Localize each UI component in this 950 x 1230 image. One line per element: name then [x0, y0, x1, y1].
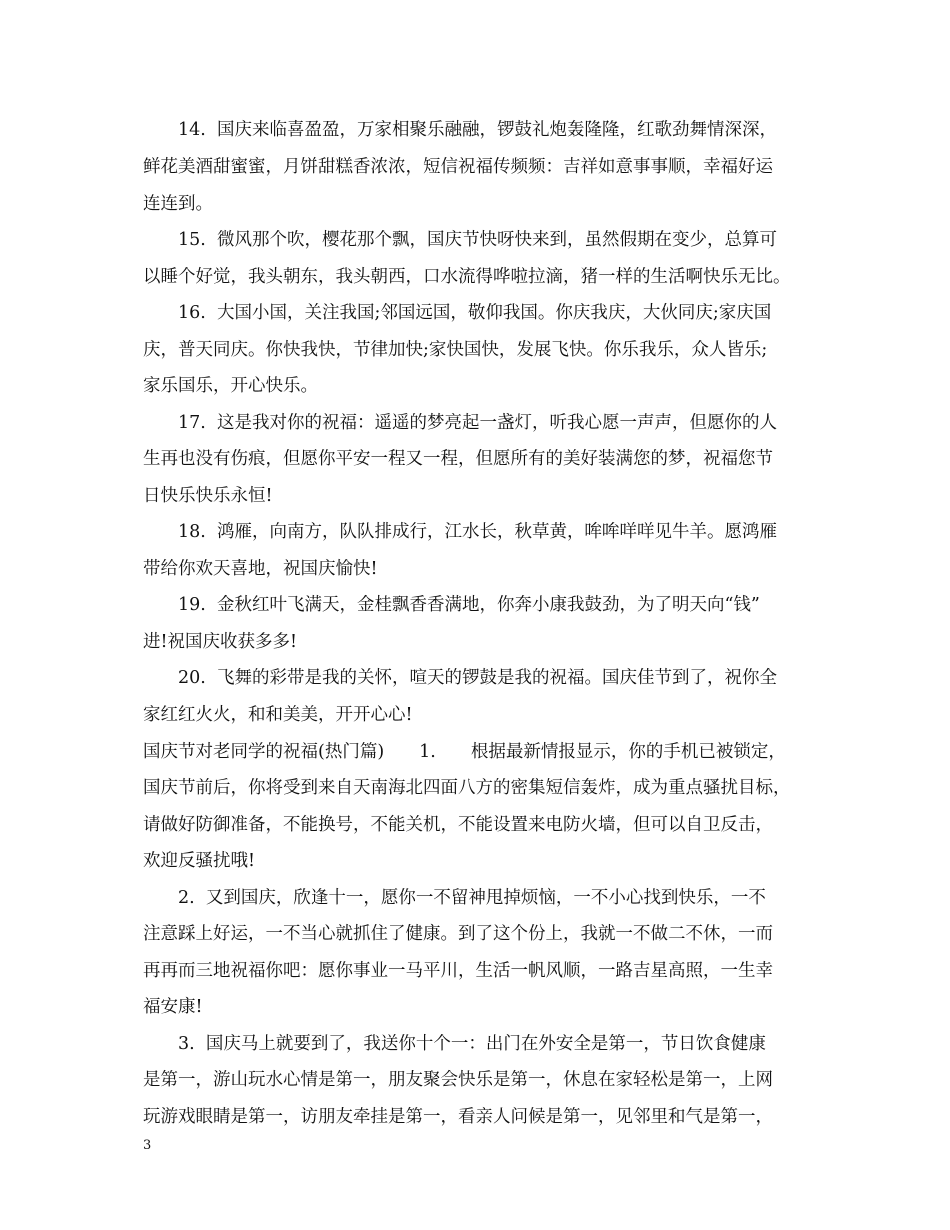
text-line: 欢迎反骚扰哦!	[143, 851, 256, 871]
text-line: 3. 国庆马上就要到了，我送你十个一：出门在外安全是第一，节日饮食健康	[143, 1034, 766, 1054]
text-line: 请做好防御准备，不能换号，不能关机，不能设置来电防火墙，但可以自卫反击，	[143, 815, 773, 835]
text-line: 国庆节前后，你将受到来自天南海北四面八方的密集短信轰炸，成为重点骚扰目标，	[143, 778, 791, 798]
text-line: 再再而三地祝福你吧：愿你事业一马平川，生活一帆风顺，一路吉星高照，一生幸	[143, 961, 773, 981]
text-line: 家红红火火，和和美美，开开心心!	[143, 705, 413, 725]
page-number: 3	[143, 1138, 152, 1153]
text-line: 注意踩上好运，一不当心就抓住了健康。到了这个份上，我就一不做二不休，一而	[143, 924, 773, 944]
text-line: 以睡个好觉，我头朝东，我头朝西，口水流得哗啦拉滴，猪一样的生活啊快乐无比。	[143, 267, 791, 287]
text-line: 20. 飞舞的彩带是我的关怀，喧天的锣鼓是我的祝福。国庆佳节到了，祝你全	[143, 668, 777, 688]
text-line: 带给你欢天喜地，祝国庆愉快!	[143, 559, 378, 579]
text-line: 鲜花美酒甜蜜蜜，月饼甜糕香浓浓，短信祝福传频频：吉祥如意事事顺，幸福好运	[143, 157, 773, 177]
text-line: 14. 国庆来临喜盈盈，万家相聚乐融融，锣鼓礼炮轰隆隆，红歌劲舞情深深，	[143, 120, 777, 140]
text-line: 19. 金秋红叶飞满天，金桂飘香香满地，你奔小康我鼓劲，为了明天向“钱”	[143, 595, 760, 615]
text-line: 18. 鸿雁，向南方，队队排成行，江水长，秋草黄，哞哞咩咩见牛羊。愿鸿雁	[143, 522, 777, 542]
text-line: 17. 这是我对你的祝福：遥遥的梦亮起一盏灯，听我心愿一声声，但愿你的人	[143, 413, 777, 433]
text-line: 生再也没有伤痕，但愿你平安一程又一程，但愿所有的美好装满您的梦，祝福您节	[143, 449, 773, 469]
text-line: 福安康!	[143, 997, 203, 1017]
text-line: 家乐国乐，开心快乐。	[143, 376, 318, 396]
text-line: 日快乐快乐永恒!	[143, 486, 273, 506]
text-line: 庆，普天同庆。你快我快，节律加快;家快国快，发展飞快。你乐我乐，众人皆乐;	[143, 340, 768, 360]
text-line: 连连到。	[143, 194, 213, 214]
text-line: 16. 大国小国，关注我国;邻国远国，敬仰我国。你庆我庆，大伙同庆;家庆国	[143, 303, 772, 323]
section-heading-line: 国庆节对老同学的祝福(热门篇) 1. 根据最新情报显示，你的手机已被锁定，	[143, 742, 786, 762]
text-line: 是第一，游山玩水心情是第一，朋友聚会快乐是第一，休息在家轻松是第一，上网	[143, 1070, 773, 1090]
text-line: 玩游戏眼睛是第一，访朋友牵挂是第一，看亲人问候是第一，见邻里和气是第一，	[143, 1107, 773, 1127]
text-line: 进!祝国庆收获多多!	[143, 632, 298, 652]
text-line: 15. 微风那个吹，樱花那个飘，国庆节快呀快来到，虽然假期在变少，总算可	[143, 230, 777, 250]
text-line: 2. 又到国庆，欣逢十一，愿你一不留神甩掉烦恼，一不小心找到快乐，一不	[143, 888, 766, 908]
